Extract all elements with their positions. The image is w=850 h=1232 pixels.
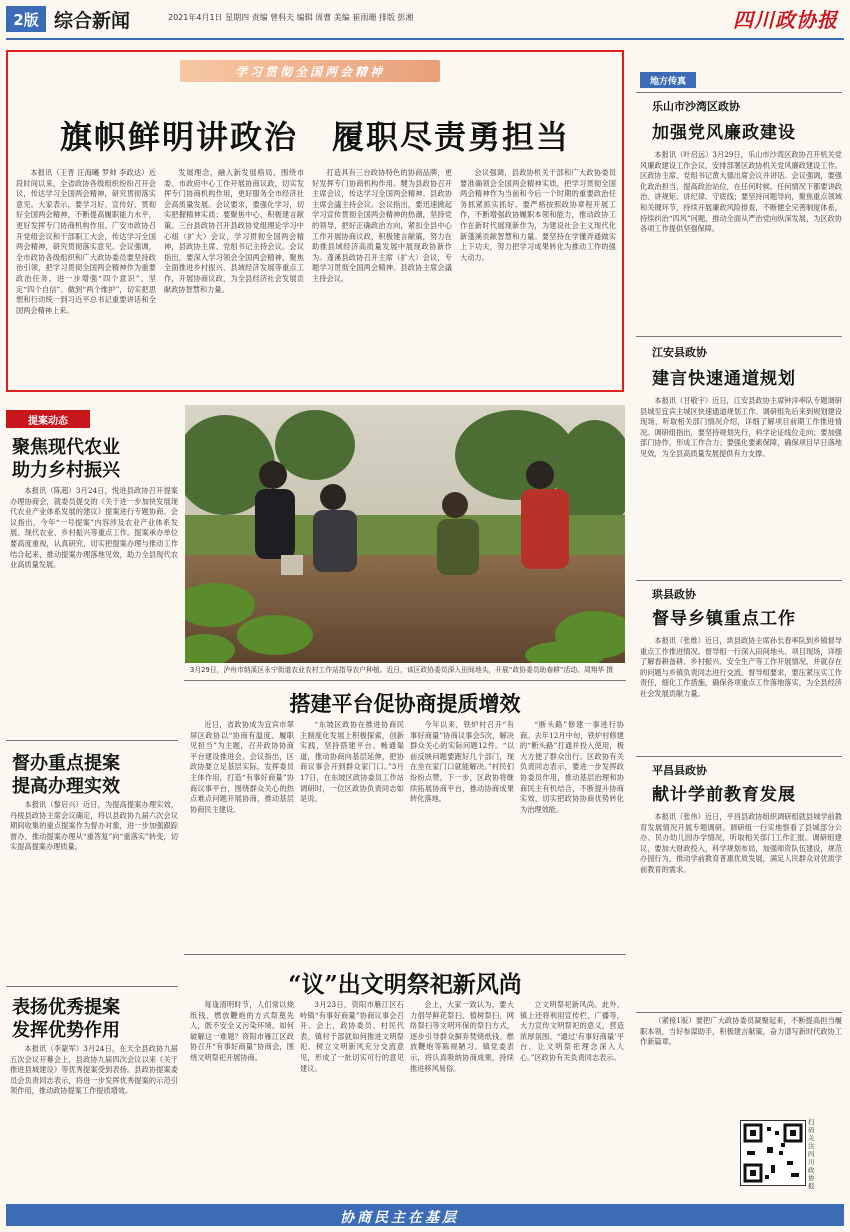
continued-text: （紧接1版）要把广大政协委员凝聚起来，不断提高担当履职本领，当好参谋助手，积极建言献策，奋力谱写新时代政协工作新篇章。 [640, 1016, 842, 1047]
right-story-4-kicker: 平昌县政协 [652, 764, 707, 777]
right-story-3-body: 本报讯（张维）近日，珙县政协主席孙长春率队到乡镇督导重点工作推进情况。督导组一行深入田间地头、项目现场，详细了解春耕备耕、乡村振兴、安全生产等工作开展情况，并就存在的问题与乡镇负责同志进行交流。督导组要求，要压紧压实工作责任，细化工作措施，确保各项重点工作落地落实，为全县经济社会发展贡献力量。 [640, 636, 842, 698]
right-story-4-title: 献计学前教育发展 [652, 785, 796, 805]
left-story-2-body: 本报讯（黎启兴）近日，为提高提案办理实效，丹棱县政协主席会议确定，将以县政协九届六次会议期间收集的重点提案作为督办对象，进一步加强跟踪督办，推动提案办理从“重答复”向“重落实”转变，切实提高提案办理质量。 [10, 800, 178, 852]
right-story-1-kicker: 乐山市沙湾区政协 [652, 100, 740, 113]
lead-headline: 旗帜鲜明讲政治 履职尽责勇担当 [59, 118, 570, 156]
photo-caption: 3月29日，泸州市纳溪区永宁街道农业农村工作站指导农户种植。近日，该区政协委员深入田间地头，开展“政协委员助春耕”活动。周翔华 摄 [190, 666, 614, 674]
mid-column-2: “东坡区政协在推进协商民主制度化发展上积极探索，创新实践，坚持搭建平台、畅通渠道，推动协商向基层延伸，把协商议事会开到群众家门口。”3月17日，在东坡区政协委员工作站调研时，一位区政协负责同志如是说。 [300, 720, 404, 804]
right-story-3-kicker: 珙县政协 [652, 588, 696, 601]
left-story-1-title: 聚焦现代农业 助力乡村振兴 [12, 437, 120, 481]
divider [184, 680, 626, 681]
divider [6, 740, 178, 741]
right-story-2-title: 建言快速通道规划 [652, 369, 796, 389]
left-section-tag: 提案动态 [6, 410, 90, 428]
right-story-3-title: 督导乡镇重点工作 [652, 609, 796, 629]
section-title: 综合新闻 [54, 10, 131, 32]
left-story-1-body: 本报讯（陈超）3月24日，悦进县政协召开提案办理协商会，就委员提交的《关于进一步加快发展现代农业产业体系发展的建议》提案进行专题协商。会议指出，今年“一号提案”内容涉及农业产业体系发展、现代农业、乡村振兴等重点工作。提案承办单位要高度重视，认真研究，切实把提案办理与推动工作结合起来，推动提案办理落地见效，助力全县现代农业高质量发展。 [10, 486, 178, 570]
mid-column-4: “断头路”修建一事进行协商。去年12月中旬，铁炉村修建的“断头路”打通并投入使用，极大方便了群众出行。区政协有关负责同志表示，要进一步发挥政协委员作用，推动基层治理和协商民主有机结合，不断提升协商实效，切实把政协协商优势转化为治理效能。 [520, 720, 624, 814]
bottom-headline: “议”出文明祭祀新风尚 [288, 971, 522, 998]
bottom-column-2: 3月23日，资阳市雁江区石岭镇“有事好商量”协商议事会召开。会上，政协委员、村民代表、镇村干部就如何推进文明祭祀、树立文明新风充分交流意见，形成了一批切实可行的意见建议。 [300, 1000, 404, 1073]
bottom-column-3: 会上，大家一致认为，要大力倡导鲜花祭扫、植树祭扫、网络祭扫等文明环保的祭扫方式，逐步引导群众摒弃焚烧纸钱、燃放鞭炮等陈规陋习。镇党委表示，将认真吸纳协商成果，持续推进移风易俗。 [410, 1000, 514, 1073]
mid-column-3: 今年以来，铁炉村召开“有事好商量”协商议事会5次，解决群众关心的实际问题12件。“以前反映问题要跑好几个部门，现在坐在家门口就能解决。”村民们纷纷点赞。下一步，区政协将继续拓展协商平台，推动协商成果转化落地。 [410, 720, 514, 804]
divider [184, 954, 626, 955]
mid-headline: 搭建平台促协商提质增效 [289, 691, 521, 716]
left-story-2-title: 督办重点提案 提高办理实效 [12, 753, 120, 797]
lead-banner: 学习贯彻全国两会精神 [180, 60, 440, 82]
lead-column-2: 发展理念，融入新发展格局，围绕市委、市政府中心工作开展协商议政，切实发挥专门协商机构作用，更好服务全市经济社会高质量发展。会议要求，要强化学习，切实把握精神实质；要聚焦中心，积极建言献策。三台县政协召开县政协党组理论学习中心组（扩大）会议，学习贯彻全国两会精神，县政协主席、党组书记主持会议。会议指出，要深入学习领会全国两会精神，聚焦全面推进乡村振兴、县域经济发展等重点工作，开展协商议政，为全县经济社会发展贡献政协智慧和力量。 [164, 168, 304, 294]
bottom-column-1: 每逢清明时节，人们常以烧纸钱、燃放鞭炮的方式祭奠先人，既不安全又污染环境。如何破解这一难题？资阳市雁江区政协召开“有事好商量”协商会，围绕文明祭祀开展协商。 [190, 1000, 294, 1062]
lead-column-4: 会议强调，县政协机关干部和广大政协委员要准确领会全国两会精神实质，把学习贯彻全国两会精神作为当前和今后一个时期的重要政治任务抓紧抓实抓好。要严格按照政协章程开展工作，不断增强政协履职本领和能力，推动政协工作在新时代展现新作为，为建设社会主义现代化新蓬溪贡献智慧和力量。要坚持在学懂弄通做实上下功夫，努力把学习成果转化为推动工作的强大动力。 [460, 168, 616, 262]
divider [636, 580, 842, 581]
divider [636, 1012, 842, 1013]
qr-label: 扫码关注四川政协报 [808, 1118, 815, 1190]
qr-code [740, 1120, 806, 1186]
newspaper-logo: 四川政协报 [733, 8, 838, 32]
right-story-4-body: 本报讯（张伟）近日，平昌县政协组织调研组就县城学前教育发展情况开展专题调研。调研组一行实地察看了县城部分公办、民办幼儿园办学情况，听取相关部门工作汇报。调研组建议，要加大财政投入，科学规划布局，加强师资队伍建设，规范办园行为，推动学前教育普惠优质发展，满足人民群众对优质学前教育的需求。 [640, 812, 842, 874]
footer-title: 协商民主在基层 [340, 1210, 459, 1226]
right-story-1-title: 加强党风廉政建设 [652, 123, 796, 143]
issue-meta: 2021年4月1日 星期四 责编 曾科夫 编辑 周曹 美编 崔雨珊 排版 彭湘 [168, 13, 414, 22]
divider [6, 986, 178, 987]
mid-column-1: 近日，省政协成为宜宾市翠屏区政协以“协商有温度、履职见担当”为主题，召开政协协商平台建设推进会。会议指出，区政协要立足基层实际，发挥委员主体作用，打造“有事好商量”协商议事平台，围绕群众关心的热点难点问题开展协商，推动基层协商民主建设。 [190, 720, 294, 814]
divider [636, 92, 842, 93]
lead-column-3: 打造具有三台政协特色的协商品牌，更好发挥专门协商机构作用。犍为县政协召开主席会议，传达学习全国两会精神。县政协主席会議主持会议。会议指出，要迅速掀起学习宣传贯彻全国两会精神的热潮，坚持党的领导，把好正确政治方向，紧扣全县中心工作开展协商议政，积极建言献策，努力在助推县域经济高质量发展中展现政协新作为。蓬溪县政协召开主席（扩大）会议，专题学习贯彻全国两会精神。县政协主席会議主持会议。 [312, 168, 452, 283]
page-number: 2版 [6, 6, 46, 32]
bottom-column-4: 立文明祭祀新风尚。此外，镇上还将利用宣传栏、广播等，大力宣传文明祭祀的意义，营造浓厚氛围。“通过‘有事好商量’平台，让文明祭祀理念深入人心。”区政协有关负责同志表示。 [520, 1000, 624, 1062]
right-section-tag: 地方传真 [640, 72, 696, 88]
divider [636, 336, 842, 337]
right-story-1-body: 本报讯（叶启远）3月29日，乐山市沙湾区政协召开机关党风廉政建设工作会议，安排部署区政协机关党风廉政建设工作。区政协主席、党组书记黄大德出席会议并讲话。会议强调，要强化政治担当，提高政治站位，在任何时候、任何情况下都要讲政治、讲规矩、讲纪律、守底线；要坚持问题导向，聚焦重点领域和关键环节，持续开展廉政风险排查，不断健全完善制度体系，持续纠治“四风”问题，推动全面从严治党向纵深发展，为区政协各项工作提供坚强保障。 [640, 150, 842, 234]
left-story-3-title: 表扬优秀提案 发挥优势作用 [12, 997, 120, 1041]
divider [636, 756, 842, 757]
news-photo [185, 405, 625, 663]
right-story-2-body: 本报讯（甘敬宇）近日，江安县政协主席钟洋率队专题调研县城至宜宾主城区快速通道规划工作。调研组先后来到规划建设现场，听取相关部门情况介绍，详细了解项目前期工作推进情况。调研组指出，要坚持规划先行，科学论证线位走向；要加强部门协作，形成工作合力；要强化要素保障，确保项目早日落地见效，为全县高质量发展提供有力支撑。 [640, 396, 842, 458]
lead-column-1: 本报讯（王晋 汪海曦 罗帅 李政达）近段时间以来，全省政协各级组织纷纷召开会议，传达学习全国两会精神，研究贯彻落实意见。大家表示，要学习好、宣传好、贯彻好全国两会精神，不断提高履职能力水平，更好发挥专门协商机构作用。广安市政协召开党组会议和干部职工大会，传达学习全国两会精神，研究贯彻落实意见。会议强调，全市政协各级组织和广大政协委员要坚持政治引领，把学习贯彻全国两会精神作为重要政治任务，进一步增强“四个意识”、坚定“四个自信”、做到“两个维护”，切实把思想和行动统一到习近平总书记重要讲话和全国两会精神上来。 [16, 168, 156, 315]
masthead-rule [6, 38, 844, 40]
left-story-3-body: 本报讯（李蒙军）3月24日，在天全县政协九届五次会议开幕会上，县政协九届四次会议以来《关于推进县城建设》等优秀提案受到表扬。县政协提案委员会负责同志表示，将进一步发挥优秀提案的示范引领作用，推动政协提案工作提质增效。 [10, 1044, 178, 1096]
right-story-2-kicker: 江安县政协 [652, 346, 707, 359]
